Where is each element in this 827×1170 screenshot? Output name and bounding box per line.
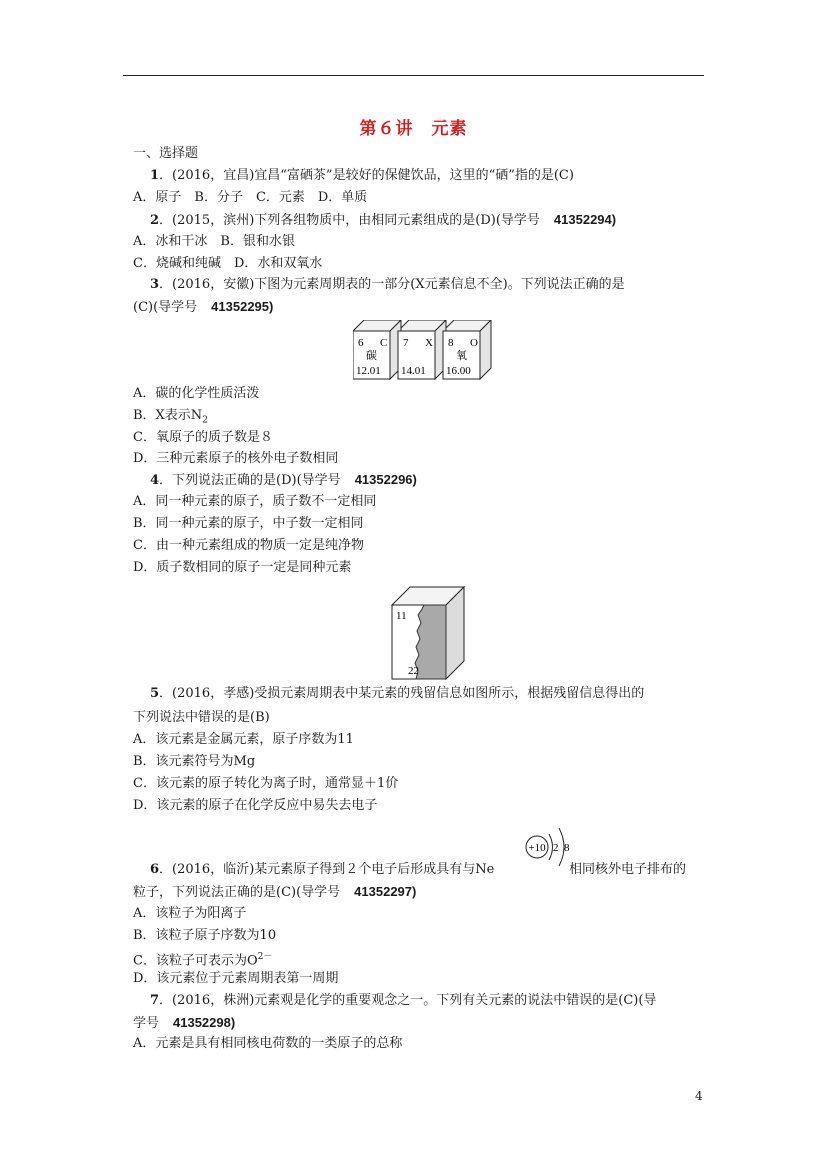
cell-2-number: 7 xyxy=(403,337,409,349)
question-1: 1．(2016，宜昌)宜昌“富硒茶”是较好的保健饮品，这里的“硒”指的是(C) xyxy=(150,168,574,183)
question-3-option-a: A．碳的化学性质活泼 xyxy=(133,386,260,401)
question-5-option-b: B．该元素符号为Mg xyxy=(133,754,256,769)
question-6: 6．(2016，临沂)某元素原子得到２个电子后形成具有与Ne xyxy=(150,862,495,877)
damaged-element-figure xyxy=(388,585,466,681)
question-5-cont: 下列说法中错误的是(B) xyxy=(133,710,270,725)
question-6-option-a: A．该粒子为阳离子 xyxy=(133,906,247,921)
question-7: 7．(2016，株洲)元素观是化学的重要观念之一。下列有关元素的说法中错误的是(C)(导 xyxy=(150,993,657,1008)
question-2: 2．(2015，滨州)下列各组物质中，由相同元素组成的是(D)(导学号 41352294) xyxy=(150,212,617,228)
question-2-options-cd: C．烧碱和纯碱 D．水和双氧水 xyxy=(133,256,323,271)
question-4-option-c: C．由一种元素组成的物质一定是纯净物 xyxy=(133,538,364,553)
cell-3-symbol: O xyxy=(470,337,478,349)
question-5-option-c: C．该元素的原子转化为离子时，通常显＋1价 xyxy=(133,776,399,791)
question-6-cont: 粒子，下列说法正确的是(C)(导学号 41352297) xyxy=(133,884,417,900)
question-1-options: A．原子 B．分子 C．元素 D．单质 xyxy=(133,190,368,205)
cell-3-name: 氧 xyxy=(456,350,467,362)
shell-2-electrons: 8 xyxy=(564,842,570,854)
header-rule xyxy=(123,75,704,76)
cell-3-number: 8 xyxy=(448,337,454,349)
cell-1-symbol: C xyxy=(380,337,388,349)
cell-1-name: 碳 xyxy=(366,350,377,362)
periodic-table-figure xyxy=(353,320,493,382)
section-heading: 一、选择题 xyxy=(133,146,199,161)
fig-atomic-number: 11 xyxy=(396,610,407,622)
question-6-option-c: C．该粒子可表示为$O^{2-}$ xyxy=(133,952,273,969)
question-6-option-d: D．该元素位于元素周期表第一周期 xyxy=(133,971,339,986)
cell-2-mass: 14.01 xyxy=(401,365,426,377)
question-4-option-b: B．同一种元素的原子，中子数一定相同 xyxy=(133,516,364,531)
question-3: 3．(2016，安徽)下图为元素周期表的一部分(X元素信息不全)。下列说法正确的是 xyxy=(150,277,625,292)
question-6-option-b: B．该粒子原子序数为10 xyxy=(133,928,277,943)
page-number: 4 xyxy=(695,1089,703,1103)
cell-1-number: 6 xyxy=(358,337,364,349)
fig-mass-fragment: 22 xyxy=(408,665,419,677)
nucleus-charge: +10 xyxy=(528,842,546,854)
question-6-text-after-diagram: 相同核外电子排布的 xyxy=(569,862,687,877)
question-4: 4．下列说法正确的是(D)(导学号 41352296) xyxy=(150,472,417,488)
shell-1-electrons: 2 xyxy=(553,842,559,854)
cell-1-mass: 12.01 xyxy=(356,365,381,377)
page-title: 第６讲 元素 xyxy=(359,119,468,139)
question-3-option-d: D．三种元素原子的核外电子数相同 xyxy=(133,451,339,466)
question-7-cont: 学号 41352298) xyxy=(133,1015,236,1031)
question-2-options-ab: A．冰和干冰 B．银和水银 xyxy=(133,234,295,249)
cell-3-mass: 16.00 xyxy=(446,365,471,377)
question-5-option-a: A．该元素是金属元素，原子序数为11 xyxy=(133,732,354,747)
question-4-option-a: A．同一种元素的原子，质子数不一定相同 xyxy=(133,494,377,509)
element-cell-oxygen xyxy=(435,320,491,379)
question-5: 5．(2016，孝感)受损元素周期表中某元素的残留信息如图所示，根据残留信息得出的 xyxy=(150,686,645,701)
cell-2-symbol: X xyxy=(425,337,433,349)
question-7-option-a: A．元素是具有相同核电荷数的一类原子的总称 xyxy=(133,1036,403,1051)
question-3-option-c: C．氧原子的质子数是８ xyxy=(133,430,273,445)
question-3-cont: (C)(导学号 41352295) xyxy=(133,299,274,315)
question-5-option-d: D．该元素的原子在化学反应中易失去电子 xyxy=(133,798,378,813)
question-3-option-b: B．X表示$N_2$ xyxy=(133,408,208,426)
question-4-option-d: D．质子数相同的原子一定是同种元素 xyxy=(133,560,352,575)
